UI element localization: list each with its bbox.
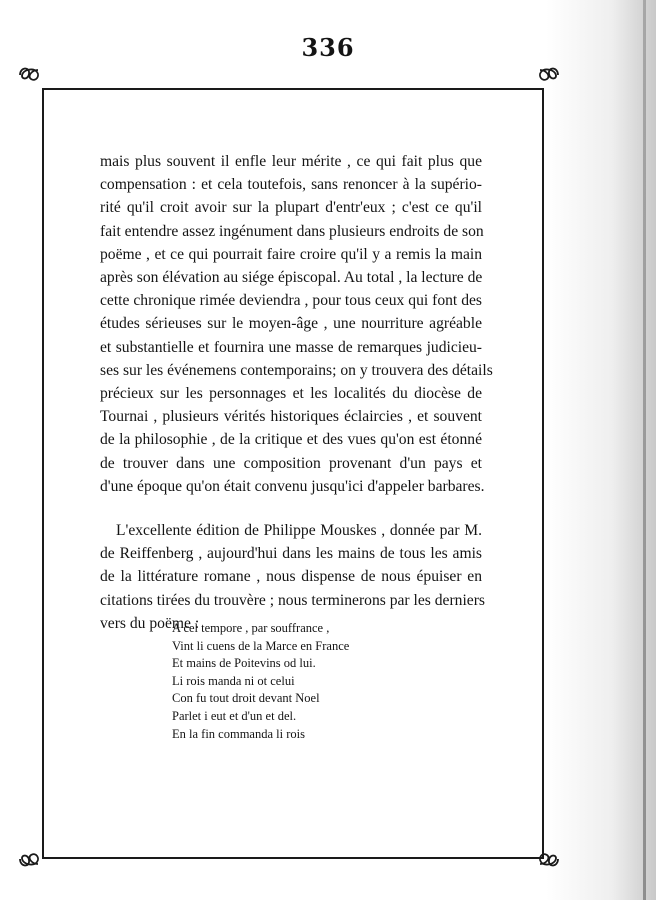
text-line: citations tirées du trouvère ; nous terminerons par les derniers [100,591,485,609]
text-line: L'excellente édition de Philippe Mouskes , donnée par M. [116,522,482,540]
text-line: études sérieuses sur le moyen-âge , une nourriture agréable [100,315,482,333]
corner-ornament-icon [536,848,562,870]
verse-line: A cel tempore , par souffrance , [172,621,330,635]
text-line: de trouver dans une composition provenant d'un pays et [100,454,482,472]
text-line: poëme , et ce qui pourrait faire croire qu'il y a remis la main [100,245,482,263]
text-line: cette chronique rimée deviendra , pour tous ceux qui font des [100,292,482,310]
corner-ornament-icon [536,64,562,86]
verse-line: Vint li cuens de la Marce en France [172,638,350,653]
page-edge-shadow [546,0,656,900]
text-line: et substantielle et fournira une masse de remarques judicieu- [100,338,482,356]
verse-line: Parlet i eut et d'un et del. [172,708,297,723]
verse-line: Li rois manda ni ot celui [172,673,295,688]
text-line: de la littérature romane , nous dispense de nous épuiser en [100,568,482,586]
corner-ornament-icon [16,848,42,870]
text-line: précieux sur les personnages et les localités du diocèse de [100,385,482,403]
text-line: Tournai , plusieurs vérités historiques éclaircies , et souvent [100,408,482,426]
paragraph-1 [100,150,493,498]
corner-ornament-icon [16,64,42,86]
verse-line: En la fin commanda li rois [172,726,305,741]
text-line: fait entendre assez ingénument dans plusieurs endroits de son [100,222,484,240]
text-line: ses sur les événemens contemporains; on y trouvera des détails [100,361,493,379]
text-line: après son élévation au siége épiscopal. Au total , la lecture de [100,269,483,287]
paragraph-gap [100,498,482,519]
text-line: compensation : et cela toutefois, sans renoncer à la supério- [100,176,482,194]
verse-line: Con fu tout droit devant Noel [172,691,320,706]
text-line: vers du poëme : [100,614,200,632]
text-line: de Reiffenberg , aujourd'hui dans les mains de tous les amis [100,545,482,563]
text-line: rité qu'il croit avoir sur la plupart d'entr'eux ; c'est ce qu'il [100,199,482,217]
verse-line: Et mains de Poitevins od lui. [172,656,316,671]
text-line: d'une époque qu'on était convenu jusqu'ici d'appeler barbares. [100,477,485,495]
text-line: mais plus souvent il enfle leur mérite , ce qui fait plus que [100,153,482,170]
body-text [100,150,493,635]
text-line: de la philosophie , de la critique et des vues qu'on est étonné [100,431,482,449]
binding-edge [643,0,646,900]
page-number: 336 [301,33,355,62]
verse-quotation [172,620,412,743]
paragraph-2 [100,519,485,635]
